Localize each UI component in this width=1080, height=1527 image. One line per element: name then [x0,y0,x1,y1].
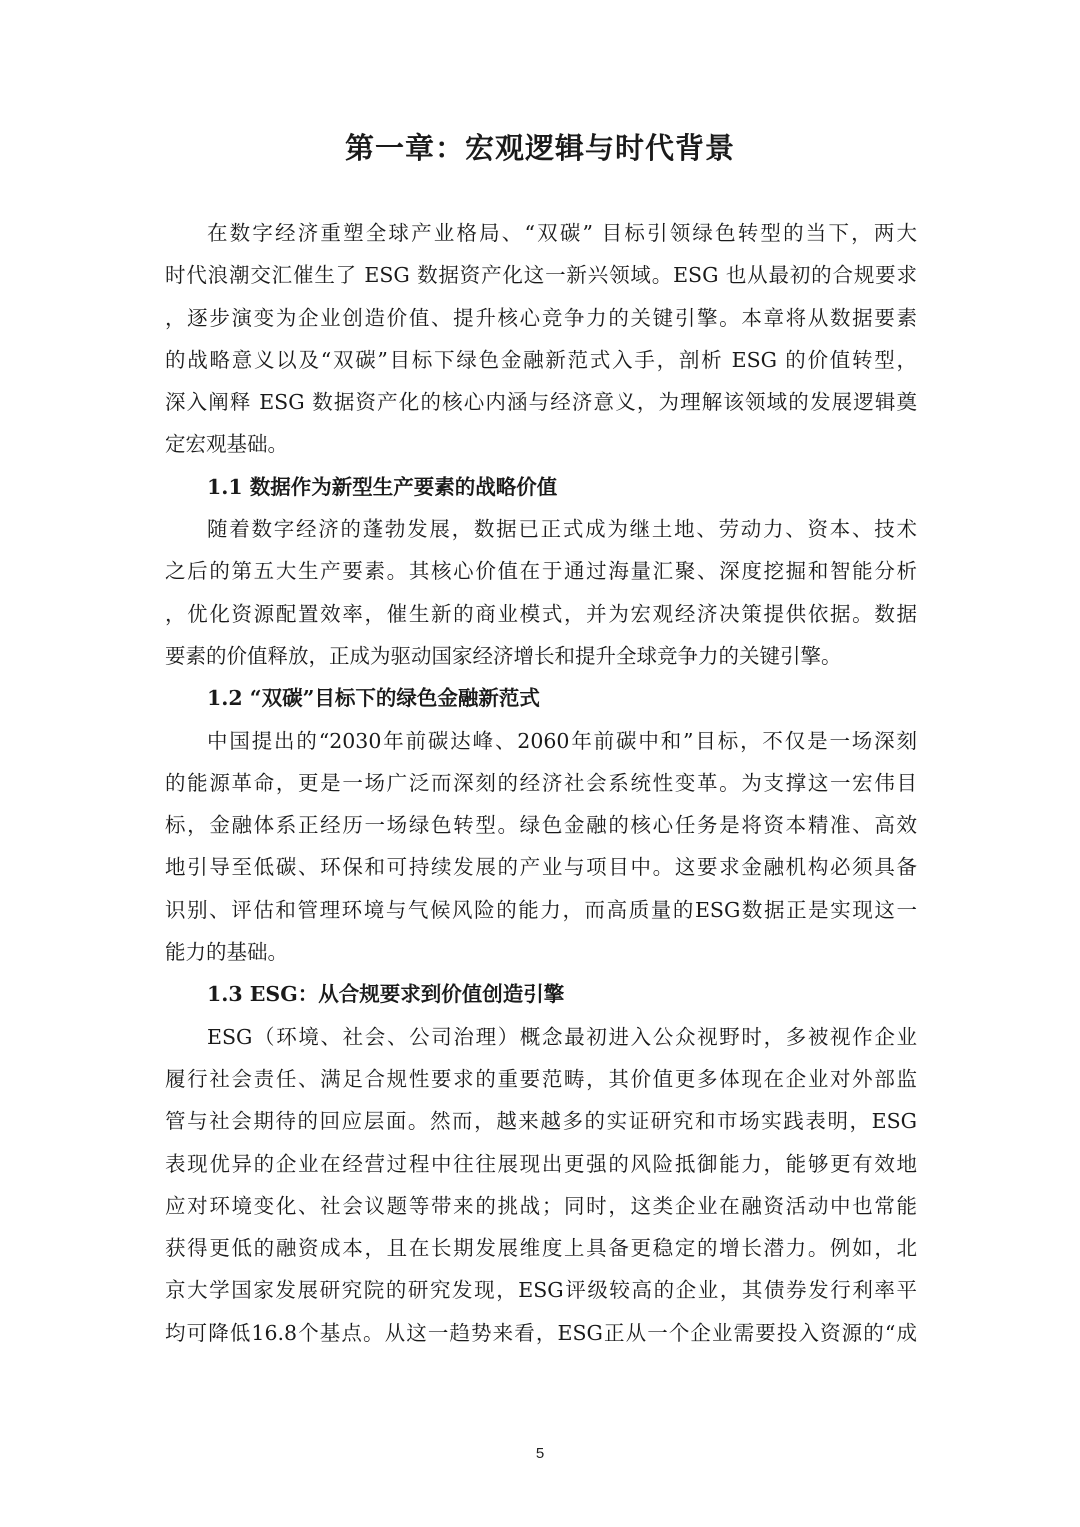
section-heading-1-3: 1.3 ESG：从合规要求到价值创造引擎 [207,982,565,1007]
paragraph-line: 中国提出的“2030年前碳达峰、2060年前碳中和”目标，不仅是一场深刻 [207,728,917,753]
paragraph-line: ESG（环境、社会、公司治理）概念最初进入公众视野时，多被视作企业 [207,1024,917,1049]
paragraph-line: 的能源革命，更是一场广泛而深刻的经济社会系统性变革。为支撑这一宏伟目 [165,770,917,795]
paragraph-line: ，优化资源配置效率，催生新的商业模式，并为宏观经济决策提供依据。数据 [165,601,917,626]
paragraph-line: 之后的第五大生产要素。其核心价值在于通过海量汇聚、深度挖掘和智能分析 [165,559,917,584]
paragraph-line: 标，金融体系正经历一场绿色转型。绿色金融的核心任务是将资本精准、高效 [165,813,917,838]
paragraph-line: 随着数字经济的蓬勃发展，数据已正式成为继土地、劳动力、资本、技术 [207,517,917,542]
paragraph-line: 管与社会期待的回应层面。然而，越来越多的实证研究和市场实践表明，ESG [165,1109,917,1134]
paragraph-line: 的战略意义以及“双碳”目标下绿色金融新范式入手，剖析 ESG 的价值转型， [165,347,917,372]
paragraph-line: 时代浪潮交汇催生了 ESG 数据资产化这一新兴领域。ESG 也从最初的合规要求 [165,263,917,288]
paragraph-line: 履行社会责任、满足合规性要求的重要范畴，其价值更多体现在企业对外部监 [165,1066,917,1091]
paragraph-line: 应对环境变化、社会议题等带来的挑战；同时，这类企业在融资活动中也常能 [165,1193,917,1218]
paragraph-line: 能力的基础。 [165,940,288,965]
paragraph-line: 定宏观基础。 [165,432,288,457]
paragraph-line: 要素的价值释放，正成为驱动国家经济增长和提升全球竞争力的关键引擎。 [165,643,842,668]
section-heading-1-1: 1.1 数据作为新型生产要素的战略价值 [207,474,558,499]
section-heading-1-2: 1.2 “双碳”目标下的绿色金融新范式 [207,686,540,711]
body-text [165,212,917,1354]
paragraph-line: 均可降低16.8个基点。从这一趋势来看，ESG正从一个企业需要投入资源的“成 [165,1320,917,1345]
paragraph-line: 京大学国家发展研究院的研究发现，ESG评级较高的企业，其债券发行利率平 [165,1278,917,1303]
page-number: 5 [535,1445,545,1462]
paragraph-line: 获得更低的融资成本，且在长期发展维度上具备更稳定的增长潜力。例如，北 [165,1236,917,1261]
chapter-title: 第一章：宏观逻辑与时代背景 [344,131,735,165]
paragraph-line: 在数字经济重塑全球产业格局、“双碳” 目标引领绿色转型的当下，两大 [207,221,917,245]
paragraph-line: ，逐步演变为企业创造价值、提升核心竞争力的关键引擎。本章将从数据要素 [165,305,917,330]
paragraph-line: 识别、评估和管理环境与气候风险的能力，而高质量的ESG数据正是实现这一 [165,897,917,922]
paragraph-line: 地引导至低碳、环保和可持续发展的产业与项目中。这要求金融机构必须具备 [165,855,917,880]
paragraph-line: 深入阐释 ESG 数据资产化的核心内涵与经济意义，为理解该领域的发展逻辑奠 [165,390,917,415]
paragraph-line: 表现优异的企业在经营过程中往往展现出更强的风险抵御能力，能够更有效地 [165,1151,917,1176]
